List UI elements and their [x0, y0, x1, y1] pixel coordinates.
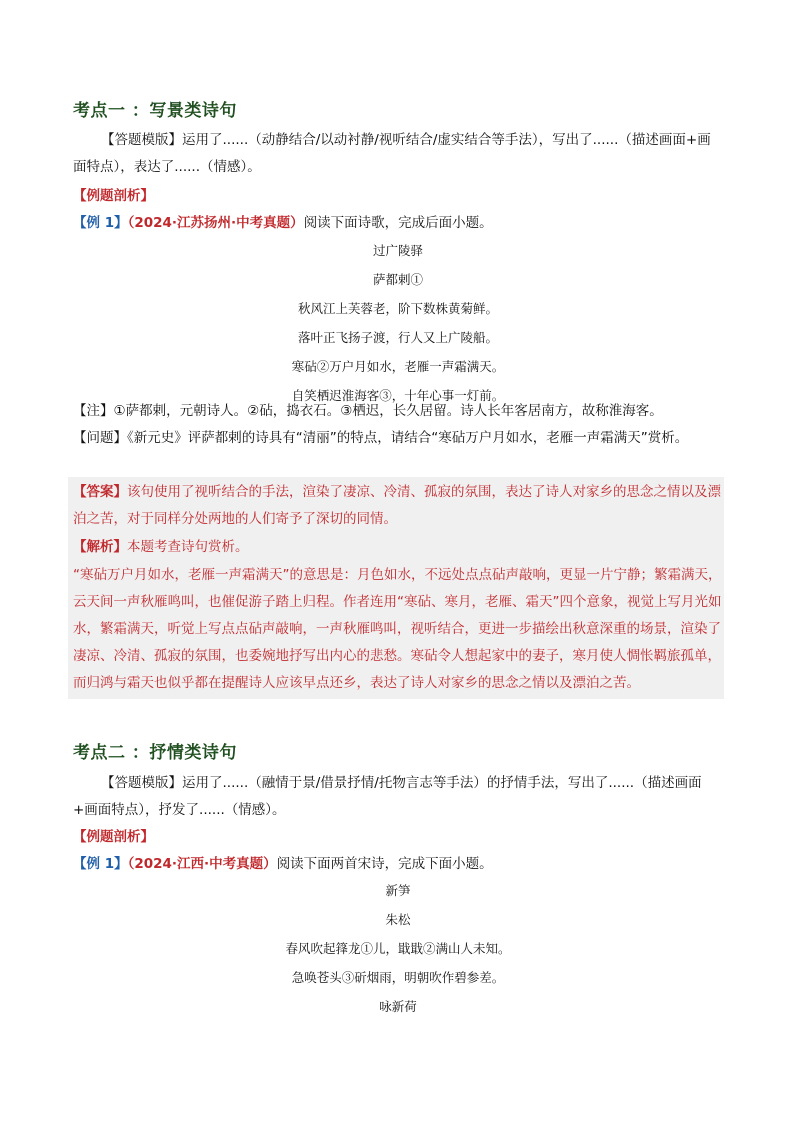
- example-source: （2024·江苏扬州·中考真题）: [127, 215, 304, 231]
- poem-line: 寒砧②万户月如水，老雁一声霜满天。: [291, 359, 505, 374]
- example-line: [73, 210, 723, 237]
- analysis-intro: 本题考查诗句赏析。: [127, 539, 249, 555]
- template-label: 【答题模版】: [101, 132, 182, 148]
- example-analysis-header: 【例题剖析】: [73, 188, 154, 204]
- template-label-2: 【答题模版】: [101, 775, 182, 791]
- poem-line: 落叶正飞扬子渡，行人又上广陵船。: [297, 330, 498, 345]
- analysis-text: “寒砧万户月如水，老雁一声霜满天”的意思是：月色如水，不远处点点砧声敲响，更显一片宁静；繁霜满天，云天间一声秋雁鸣叫，也催促游子踏上归程。作者连用“寒砧、寒月，老雁、霜天”四个意象，视觉上写月光如水，繁霜满天，听觉上写点点砧声敲响，一声秋雁鸣叫，视听结合，更进一步描绘出秋意深重的场景，渲染了凄凉、冷清、孤寂的氛围，也委婉地抒写出内心的悲愁。寒砧令人想起家中的妻子，寒月使人惆怅羁旅孤单，而归鸿与霜天也似乎都在提醒诗人应该早点还乡，表达了诗人对家乡的思念之情以及漂泊之苦。: [73, 567, 722, 691]
- section-one-heading: 考点一 ：写景类诗句: [73, 101, 237, 121]
- template-text-2: 运用了......（融情于景/借景抒情/托物言志等手法）的抒情手法，写出了......（描述画面+画面特点），抒发了......（情感）。: [73, 775, 702, 818]
- poem-author: 萨都剌①: [372, 272, 423, 287]
- poem-author-2: 朱松: [385, 912, 411, 927]
- analysis-intro-line: [73, 534, 723, 561]
- example-analysis-header-2: 【例题剖析】: [73, 829, 154, 845]
- poem-line-2: 急唤苍头③斫烟雨，明朝吹作碧参差。: [291, 970, 505, 985]
- example-tag-2: 【例 1】: [73, 856, 128, 872]
- poem-block: [73, 236, 723, 410]
- example-prompt-2: 阅读下面两首宋诗，完成下面小题。: [276, 856, 493, 872]
- poem-line: 秋风江上芙蓉老，阶下数株黄菊鲜。: [297, 301, 498, 316]
- answer-template-paragraph: [73, 127, 723, 181]
- question-text: 【问题】《新元史》评萨都剌的诗具有“清丽”的特点，请结合“寒砧万户月如水，老雁一声霜满天”赏析。: [73, 430, 689, 446]
- analysis-label: 【解析】: [73, 539, 127, 555]
- poem-line: 自笑栖迟淮海客③，十年心事一灯前。: [291, 388, 505, 403]
- example-source-2: （2024·江西·中考真题）: [127, 856, 277, 872]
- next-poem-title: 咏新荷: [379, 999, 417, 1014]
- poem-note: 【注】①萨都剌，元朝诗人。②砧，捣衣石。③栖迟，长久居留。诗人长年客居南方，故称淮海客。: [73, 403, 663, 419]
- section-two-heading: 考点二 ：抒情类诗句: [73, 743, 237, 763]
- poem-block-2: [73, 876, 723, 1021]
- example-tag: 【例 1】: [73, 215, 128, 231]
- template-text: 运用了......（动静结合/以动衬静/视听结合/虚实结合等手法），写出了......（描述画面+画面特点），表达了......（情感）。: [73, 132, 711, 175]
- example-line-2: [73, 851, 723, 878]
- poem-title-2: 新笋: [385, 883, 411, 898]
- example-prompt: 阅读下面诗歌，完成后面小题。: [303, 215, 493, 231]
- poem-line-2: 春风吹起箨龙①儿，戢戢②满山人未知。: [285, 941, 511, 956]
- answer-label: 【答案】: [73, 484, 127, 500]
- answer-paragraph: [73, 479, 723, 533]
- answer-template-paragraph-2: [73, 770, 723, 824]
- answer-text: 该句使用了视听结合的手法，渲染了凄凉、冷清、孤寂的氛围，表达了诗人对家乡的思念之情以及漂泊之苦，对于同样分处两地的人们寄予了深切的同情。: [73, 484, 721, 527]
- poem-title: 过广陵驿: [372, 243, 423, 258]
